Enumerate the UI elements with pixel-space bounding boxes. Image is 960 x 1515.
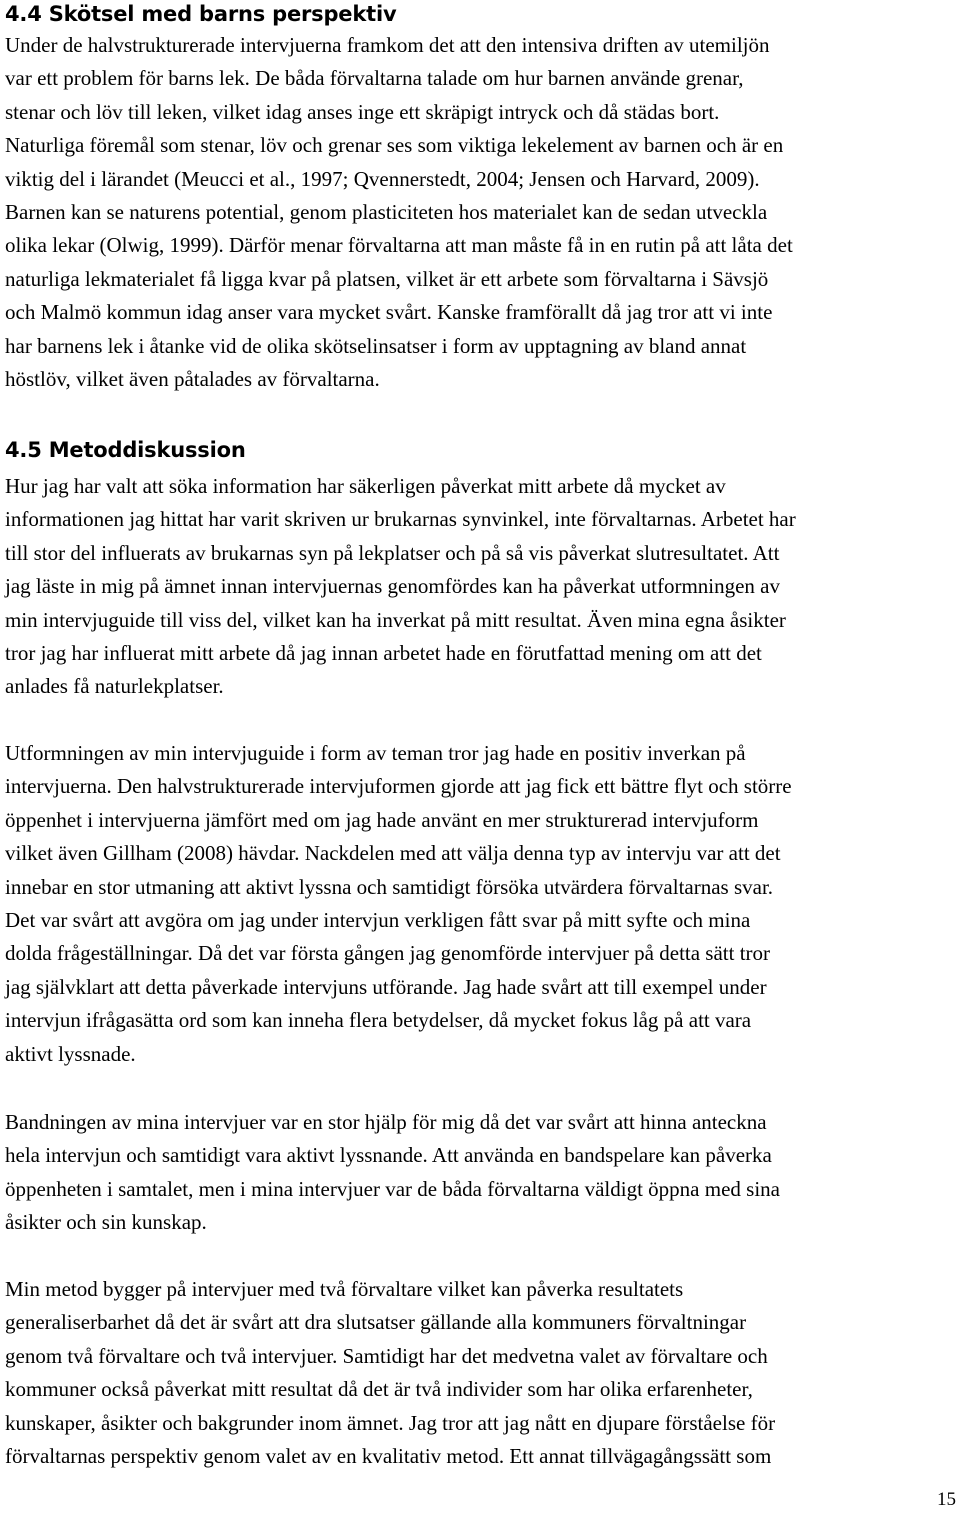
text-line: öppenheten i samtalet, men i mina intervjuer var de båda förvaltarna väldigt öppna med sina bbox=[5, 1176, 780, 1201]
paragraph-bandningen bbox=[5, 1106, 780, 1240]
text-line: Under de halvstrukturerade intervjuerna framkom det att den intensiva driften av utemiljön bbox=[5, 33, 770, 57]
text-line: naturliga lekmaterialet få ligga kvar på platsen, vilket är ett arbete som förvaltarna i Sävsjö bbox=[5, 266, 769, 291]
section-heading-4-4: 4.4 Skötsel med barns perspektiv bbox=[5, 2, 397, 26]
text-line: generaliserbarhet då det är svårt att dra slutsatser gällande alla kommuners förvaltningar bbox=[5, 1310, 747, 1335]
text-line: innebar en stor utmaning att aktivt lyssna och samtidigt försöka utvärdera förvaltarnas svar. bbox=[5, 874, 774, 899]
text-line: Min metod bygger på intervjuer med två förvaltare vilket kan påverka resultatets bbox=[5, 1277, 684, 1301]
text-line: Bandningen av mina intervjuer var en stor hjälp för mig då det var svårt att hinna anteckna bbox=[5, 1110, 767, 1134]
text-line: Naturliga föremål som stenar, löv och grenar ses som viktiga lekelement av barnen och är en bbox=[5, 133, 784, 158]
text-line: intervjuerna. Den halvstrukturerade intervjuformen gjorde att jag fick ett bättre flyt och större bbox=[5, 774, 792, 799]
text-line: åsikter och sin kunskap. bbox=[5, 1210, 207, 1235]
text-line: tror jag har influerat mitt arbete då jag innan arbetet hade en förutfattad mening om att det bbox=[5, 640, 762, 665]
text-line: viktig del i lärandet (Meucci et al., 1997; Qvennerstedt, 2004; Jensen och Harvard, 2009). bbox=[5, 166, 760, 191]
section-heading-4-5: 4.5 Metoddiskussion bbox=[5, 438, 246, 462]
text-line: min intervjuguide till viss del, vilket kan ha inverkat på mitt resultat. Även mina egna åsikter bbox=[5, 607, 786, 632]
text-line: och Malmö kommun idag anser vara mycket svårt. Kanske framförallt då jag tror att vi inte bbox=[5, 300, 773, 325]
text-line: kunskaper, åsikter och bakgrunder inom ämnet. Jag tror att jag nått en djupare förståelse för bbox=[5, 1410, 776, 1435]
text-line: Det var svårt att avgöra om jag under intervjun verkligen fått svar på mitt syfte och mina bbox=[5, 907, 751, 932]
page-number: 15 bbox=[937, 1489, 956, 1510]
text-line: till stor del influerats av brukarnas syn på lekplatser och på så vis påverkat slutresultatet. Att bbox=[5, 540, 780, 565]
text-line: jag läste in mig på ämnet innan intervjuernas genomfördes kan ha påverkat utformningen av bbox=[5, 574, 781, 599]
paragraph-skotsel bbox=[5, 29, 793, 396]
text-line: intervjun ifrågasätta ord som kan inneha flera betydelser, då mycket fokus låg på att vara bbox=[5, 1008, 752, 1033]
text-line: Hur jag har valt att söka information har säkerligen påverkat mitt arbete då mycket av bbox=[5, 474, 726, 498]
text-line: vilket även Gillham (2008) hävdar. Nackdelen med att välja denna typ av intervju var att det bbox=[5, 841, 781, 866]
text-line: genom två förvaltare och två intervjuer. Samtidigt har det medvetna valet av förvaltare och bbox=[5, 1343, 768, 1368]
text-line: hela intervjun och samtidigt vara aktivt lyssnande. Att använda en bandspelare kan påverka bbox=[5, 1143, 772, 1168]
paragraph-information bbox=[5, 470, 796, 704]
text-line: förvaltarnas perspektiv genom valet av en kvalitativ metod. Ett annat tillvägagångssätt som bbox=[5, 1443, 772, 1468]
text-line: kommuner också påverkat mitt resultat då det är två individer som har olika erfarenheter, bbox=[5, 1377, 753, 1402]
text-line: Barnen kan se naturens potential, genom plasticiteten hos materialet kan de sedan utveckla bbox=[5, 199, 768, 224]
text-line: dolda frågeställningar. Då det var första gången jag genomförde intervjuer på detta sätt tror bbox=[5, 941, 771, 966]
paragraph-intervjuguide bbox=[5, 737, 792, 1071]
text-line: aktivt lyssnade. bbox=[5, 1041, 136, 1066]
text-line: stenar och löv till leken, vilket idag anses inge ett skräpigt intryck och då städas bort. bbox=[5, 99, 720, 124]
text-line: öppenhet i intervjuerna jämfört med om jag hade använt en mer strukturerad intervjuform bbox=[5, 807, 759, 832]
text-line: olika lekar (Olwig, 1999). Därför menar förvaltarna att man måste få in en rutin på att låta det bbox=[5, 233, 793, 258]
text-line: höstlöv, vilket även påtalades av förvaltarna. bbox=[5, 366, 380, 391]
text-line: har barnens lek i åtanke vid de olika skötselinsatser i form av upptagning av bland annat bbox=[5, 333, 747, 358]
text-line: var ett problem för barns lek. De båda förvaltarna talade om hur barnen använde grenar, bbox=[5, 66, 744, 91]
paragraph-metod bbox=[5, 1273, 775, 1473]
text-line: jag självklart att detta påverkade intervjuns utförande. Jag hade svårt att till exempel under bbox=[5, 974, 767, 999]
text-line: anlades få naturlekplatser. bbox=[5, 674, 224, 699]
text-line: informationen jag hittat har varit skriven ur brukarnas synvinkel, inte förvaltarnas. Arbetet har bbox=[5, 507, 796, 532]
text-line: Utformningen av min intervjuguide i form av teman tror jag hade en positiv inverkan på bbox=[5, 741, 746, 765]
